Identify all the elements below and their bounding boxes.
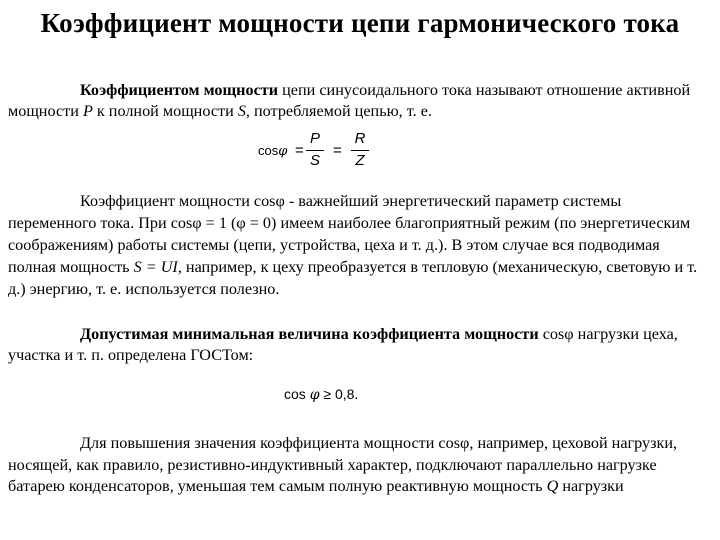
symbol-s: S	[237, 102, 246, 120]
power-formula-inline: S = UI	[133, 258, 178, 276]
definition-paragraph	[8, 80, 708, 122]
improvement-text-a: Для повышения значения коэффициента мощности cosφ, например, цеховой нагрузки, носящей, как правило, резистивно-индуктивный характер, подключают параллельно нагрузке батарею конденсаторов, уменьшая тем самым полную реактивную мощность	[8, 434, 678, 495]
definition-text-a: цепи синусоидального тока называют отношение активной мощности	[8, 81, 691, 120]
definition-text-c: , потребляемой цепью, т. е.	[245, 102, 432, 120]
improvement-paragraph	[8, 433, 708, 498]
formula-equals-1: =	[295, 142, 304, 159]
definition-term: Коэффициентом мощности	[80, 81, 279, 99]
fraction-r-over-z	[351, 130, 369, 170]
minimum-value-text: cosφ нагрузки цеха, участка и т. п. определена ГОСТом:	[8, 325, 678, 364]
importance-text-a: Коэффициент мощности cosφ - важнейший энергетический параметр системы переменного тока. При cosφ = 1 (φ = 0) имеем наиболее благоприятный режим (по энергетическим соображениям) работы системы (цепи, устройства, цеха и т. д.). В этом случае вся подводимая полная мощность	[8, 192, 691, 276]
fraction-bar	[351, 150, 369, 151]
minimum-value-term: Допустимая минимальная величина коэффициента мощности	[80, 325, 539, 343]
definition-text-b: к полной мощности	[92, 102, 238, 120]
denominator-z: Z	[355, 152, 365, 169]
symbol-p: P	[82, 102, 93, 120]
fraction-bar	[306, 150, 324, 151]
importance-paragraph	[8, 190, 708, 300]
formula-cos: cosφ	[258, 143, 288, 159]
formula2-rest: ≥ 0,8.	[319, 386, 359, 402]
formula2-phi: φ	[309, 387, 320, 403]
symbol-q: Q	[546, 477, 559, 495]
importance-text-b: , например, к цеху преобразуется в тепловую (механическую, световую и т. д.) энергию, т. е. используется полезно.	[8, 258, 698, 298]
power-factor-formula	[258, 130, 398, 176]
minimum-formula	[284, 386, 358, 403]
denominator-s: S	[309, 152, 320, 169]
formula-phi: φ	[278, 144, 288, 159]
improvement-text-b: нагрузки	[558, 477, 624, 495]
page-title: Коэффициент мощности цепи гармонического тока	[40, 8, 680, 38]
formula-equals-2: =	[333, 142, 342, 159]
minimum-value-paragraph	[8, 324, 710, 366]
fraction-p-over-s	[306, 130, 324, 170]
numerator-p: P	[309, 130, 320, 147]
formula2-cos: cos	[284, 386, 310, 402]
numerator-r: R	[354, 130, 366, 147]
